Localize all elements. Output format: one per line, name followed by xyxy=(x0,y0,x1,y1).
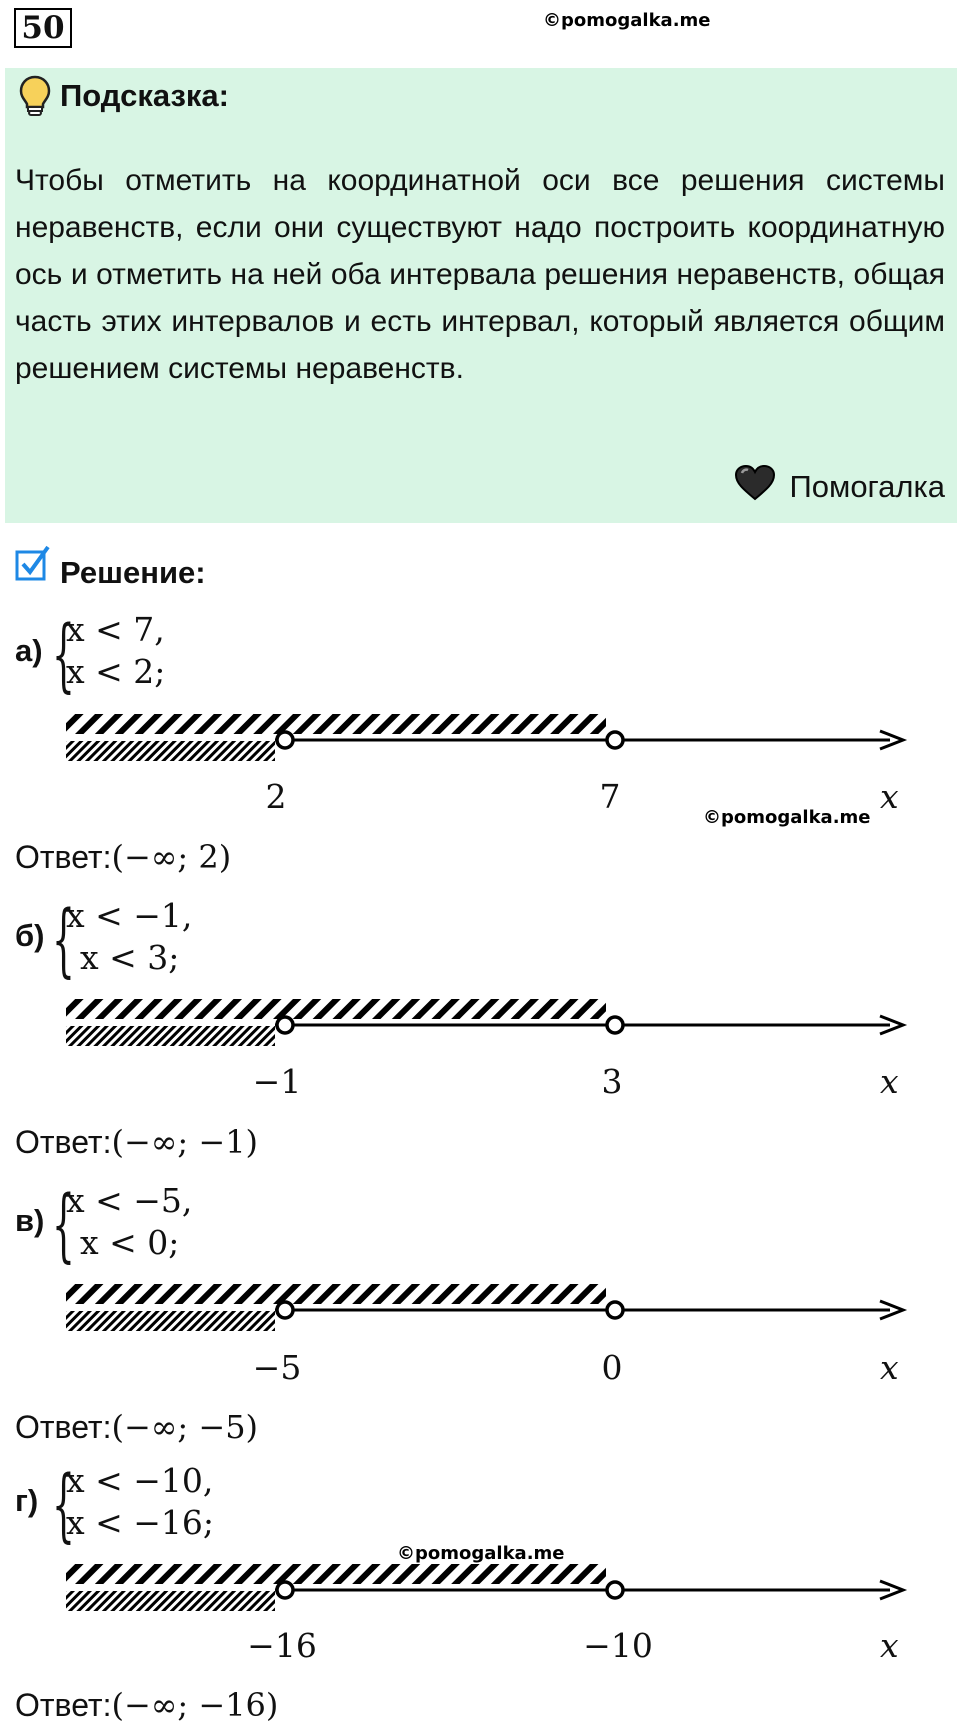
tick-label-right: 7 xyxy=(599,777,621,816)
answer xyxy=(15,1686,278,1724)
answer-label: Ответ: xyxy=(15,1687,112,1723)
inequality-2: x < 3; xyxy=(80,938,180,977)
number-line xyxy=(0,1560,960,1610)
tick-label-left: −1 xyxy=(252,1062,302,1101)
system-brace: { xyxy=(52,1178,75,1271)
hatch-interval-2 xyxy=(66,1026,275,1046)
task-number: 50 xyxy=(14,8,72,48)
hatch-interval-2 xyxy=(66,1311,275,1331)
solution-title: Решение: xyxy=(60,555,206,590)
part-letter: а) xyxy=(15,633,43,668)
answer xyxy=(15,1123,258,1161)
system-brace: { xyxy=(52,608,75,701)
part-letter: б) xyxy=(15,918,45,953)
axis-label: x xyxy=(880,1626,899,1665)
lightbulb-icon xyxy=(18,74,52,123)
author xyxy=(733,464,945,510)
open-point-left xyxy=(277,732,293,748)
open-point-left xyxy=(277,1582,293,1598)
answer-label: Ответ: xyxy=(15,1409,112,1445)
open-point-right xyxy=(607,732,623,748)
hatch-interval-1 xyxy=(66,999,606,1019)
hatch-interval-1 xyxy=(66,714,606,734)
tick-label-right: 0 xyxy=(601,1348,623,1387)
inequality-1: x < −5, xyxy=(66,1181,193,1220)
heart-icon xyxy=(733,464,777,510)
inequality-2: x < 2; xyxy=(66,652,166,691)
axis-label: x xyxy=(880,777,899,816)
part-letter: в) xyxy=(15,1203,45,1238)
tick-label-right: 3 xyxy=(601,1062,623,1101)
inequality-2: x < 0; xyxy=(80,1223,180,1262)
answer xyxy=(15,1408,258,1446)
tick-label-left: −16 xyxy=(247,1626,317,1665)
open-point-right xyxy=(607,1302,623,1318)
watermark: ©pomogalka.me xyxy=(543,10,711,31)
hatch-interval-1 xyxy=(66,1284,606,1304)
open-point-right xyxy=(607,1582,623,1598)
answer-value: (−∞; −5) xyxy=(111,1408,259,1446)
axis-label: x xyxy=(880,1062,899,1101)
tick-label-right: −10 xyxy=(583,1626,653,1665)
watermark: ©pomogalka.me xyxy=(703,807,871,828)
hint-title: Подсказка: xyxy=(60,78,229,113)
tick-label-left: −5 xyxy=(252,1348,302,1387)
inequality-1: x < 7, xyxy=(66,610,165,649)
inequality-1: x < −1, xyxy=(66,896,193,935)
watermark: ©pomogalka.me xyxy=(397,1543,565,1564)
inequality-1: x < −10, xyxy=(66,1461,214,1500)
hint-text: Чтобы отметить на координатной оси все решения системы неравенств, если они существуют надо построить координатную ось и отметить на ней оба интервала решения неравенств, общая часть этих интервалов и есть интервал, который является общим решением системы неравенств. xyxy=(15,164,945,385)
open-point-right xyxy=(607,1017,623,1033)
answer xyxy=(15,838,231,876)
checkbox-icon xyxy=(14,544,52,587)
tick-label-left: 2 xyxy=(265,777,287,816)
answer-label: Ответ: xyxy=(15,839,112,875)
answer-value: (−∞; 2) xyxy=(111,838,232,876)
part-letter: г) xyxy=(15,1483,39,1518)
answer-value: (−∞; −16) xyxy=(111,1686,279,1724)
inequality-2: x < −16; xyxy=(66,1503,215,1542)
hatch-interval-1 xyxy=(66,1564,606,1584)
hatch-interval-2 xyxy=(66,741,275,761)
hatch-interval-2 xyxy=(66,1591,275,1611)
answer-label: Ответ: xyxy=(15,1124,112,1160)
system-brace: { xyxy=(52,893,75,986)
author-name: Помогалка xyxy=(789,469,945,504)
number-line xyxy=(0,995,960,1045)
number-line xyxy=(0,1280,960,1330)
open-point-left xyxy=(277,1302,293,1318)
axis-label: x xyxy=(880,1348,899,1387)
system-brace: { xyxy=(52,1458,75,1551)
answer-value: (−∞; −1) xyxy=(111,1123,259,1161)
open-point-left xyxy=(277,1017,293,1033)
number-line xyxy=(0,710,960,760)
